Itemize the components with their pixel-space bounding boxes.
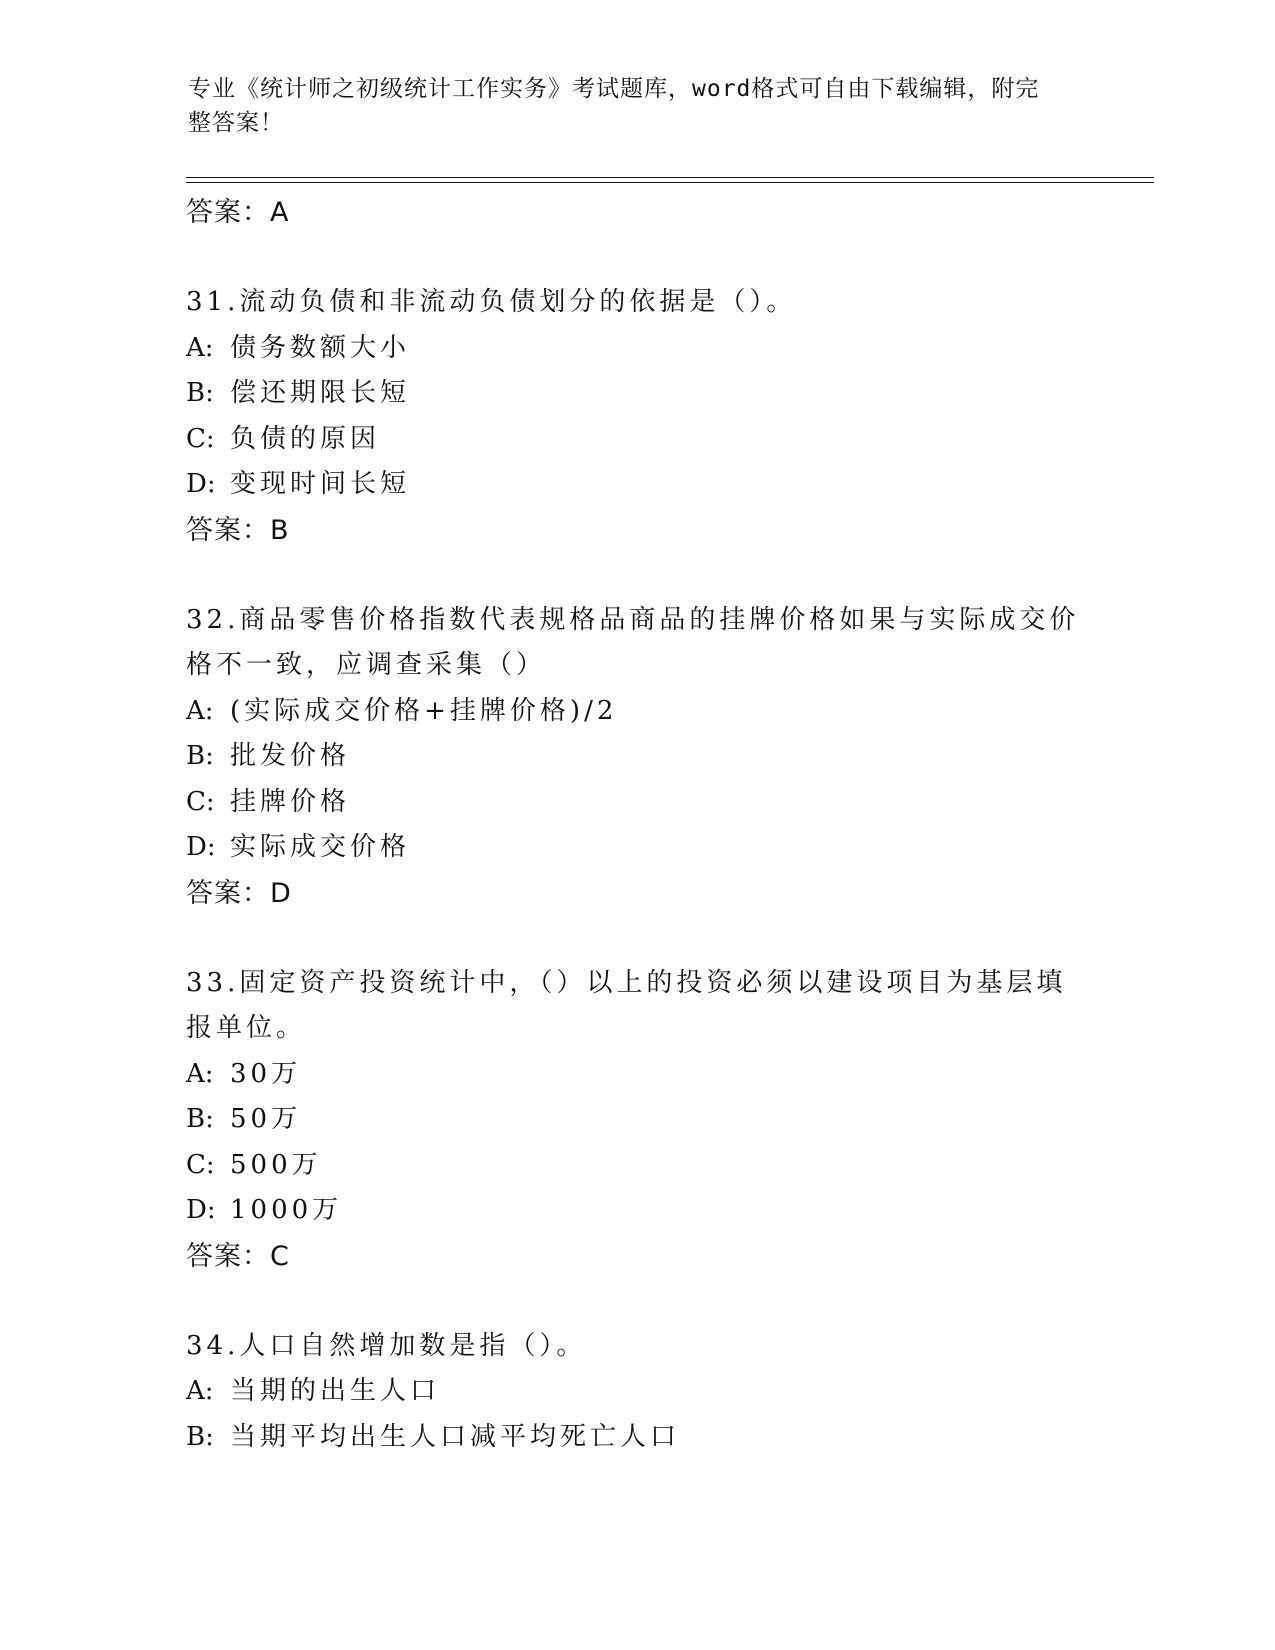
question-list — [186, 190, 1086, 1460]
option-c — [186, 780, 1086, 826]
option-letter: A: — [186, 695, 214, 726]
option-text: 偿还期限长短 — [230, 378, 411, 408]
option-letter: B: — [186, 378, 214, 408]
option-text: 批发价格 — [230, 741, 351, 771]
option-d — [186, 825, 1086, 871]
option-c — [186, 1143, 1086, 1189]
option-b — [186, 371, 1086, 417]
option-letter: A: — [186, 332, 214, 363]
question-33 — [186, 961, 1086, 1280]
option-text: 1000万 — [230, 1195, 343, 1225]
question-stem: 34.人口自然增加数是指（）。 — [186, 1330, 587, 1361]
option-text: 当期平均出生人口减平均死亡人口 — [230, 1421, 681, 1452]
question-34 — [186, 1324, 1086, 1461]
option-letter: B: — [186, 741, 214, 771]
previous-answer: 答案：A — [186, 197, 290, 228]
header-line-2: 整答案！ — [188, 110, 284, 136]
question-32 — [186, 598, 1086, 917]
option-a — [186, 326, 1086, 372]
option-letter: B: — [186, 1421, 214, 1452]
option-text: 挂牌价格 — [230, 786, 351, 817]
option-text: 当期的出生人口 — [230, 1376, 441, 1406]
option-text: 500万 — [230, 1149, 322, 1180]
option-a — [186, 689, 1086, 735]
option-text: 30万 — [230, 1058, 302, 1089]
option-letter: A: — [186, 1376, 214, 1406]
answer: 答案：C — [186, 1240, 290, 1272]
header-divider-double — [186, 182, 1154, 183]
option-letter: B: — [186, 1104, 214, 1134]
option-b — [186, 1097, 1086, 1143]
question-31 — [186, 280, 1086, 554]
option-letter: D: — [186, 469, 216, 499]
option-letter: D: — [186, 832, 216, 862]
option-letter: A: — [186, 1058, 214, 1089]
option-b — [186, 1415, 1086, 1461]
option-text: 债务数额大小 — [230, 332, 411, 363]
option-b — [186, 734, 1086, 780]
option-text: (实际成交价格+挂牌价格)/2 — [230, 695, 618, 726]
option-a — [186, 1052, 1086, 1098]
option-text: 50万 — [230, 1104, 302, 1134]
answer: 答案：B — [186, 514, 290, 546]
option-text: 实际成交价格 — [230, 832, 411, 862]
header-divider — [186, 177, 1154, 178]
question-stem: 33.固定资产投资统计中，（）以上的投资必须以建设项目为基层填报单位。 — [186, 967, 1067, 1043]
option-d — [186, 462, 1086, 508]
option-letter: C: — [186, 1149, 215, 1180]
option-letter: C: — [186, 423, 215, 454]
question-stem: 32.商品零售价格指数代表规格品商品的挂牌价格如果与实际成交价格不一致，应调查采集（） — [186, 604, 1080, 680]
document-header — [188, 72, 1068, 140]
option-letter: C: — [186, 786, 215, 817]
option-c — [186, 417, 1086, 463]
header-line-1: 专业《统计师之初级统计工作实务》考试题库，word格式可自由下载编辑，附完 — [188, 76, 1040, 102]
option-a — [186, 1369, 1086, 1415]
option-letter: D: — [186, 1195, 216, 1225]
answer: 答案：D — [186, 877, 292, 909]
option-text: 变现时间长短 — [230, 469, 411, 499]
question-stem: 31.流动负债和非流动负债划分的依据是（）。 — [186, 287, 797, 317]
option-d — [186, 1188, 1086, 1234]
option-text: 负债的原因 — [230, 423, 381, 454]
